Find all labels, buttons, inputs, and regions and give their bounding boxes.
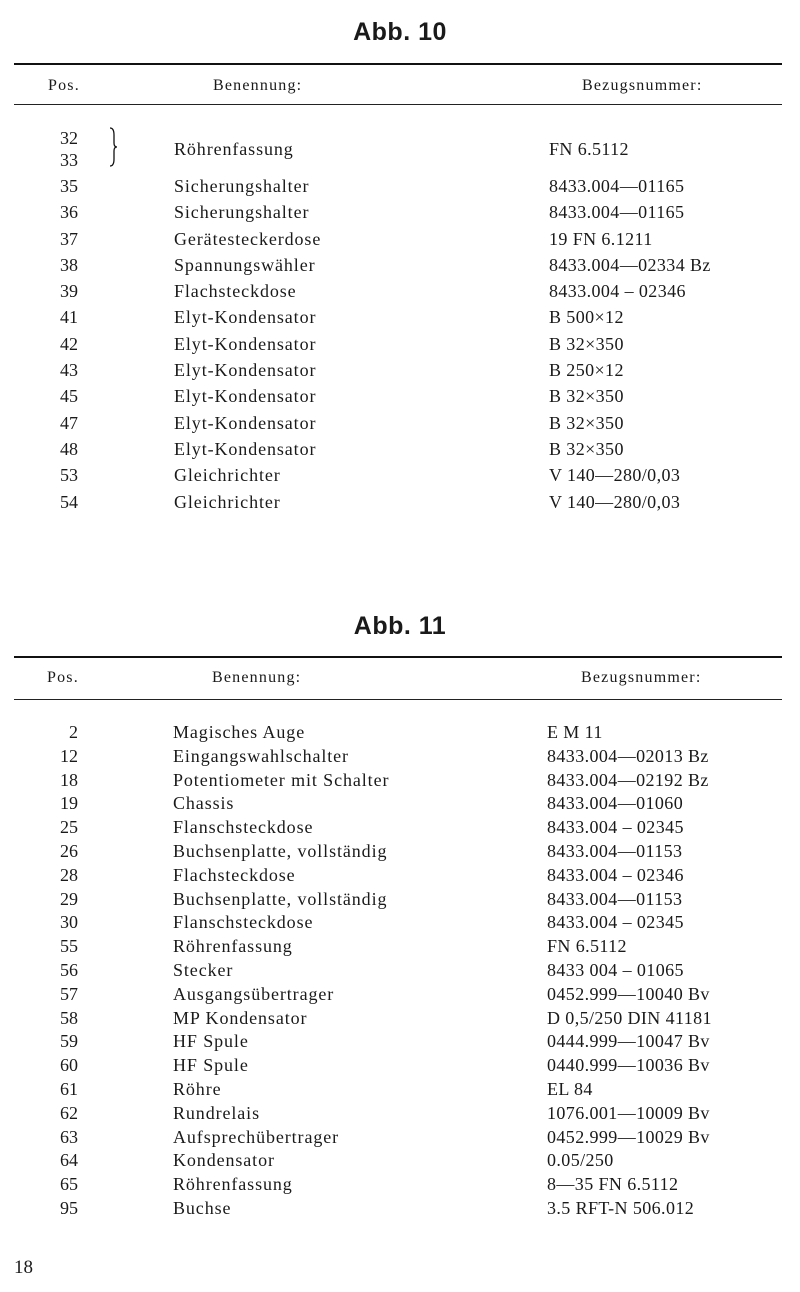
table-row	[0, 1079, 800, 1103]
row-ref: EL 84	[547, 1078, 593, 1099]
row-pos: 57	[60, 983, 78, 1004]
header-bottom-rule	[14, 104, 782, 105]
row-name: Flanschsteckdose	[173, 912, 314, 933]
table-row	[0, 1150, 800, 1174]
table-row	[0, 413, 800, 439]
row-name: Sicherungshalter	[174, 176, 310, 196]
row-name: Flachsteckdose	[173, 864, 296, 885]
column-header-pos: Pos.	[48, 77, 80, 94]
table-row	[0, 984, 800, 1008]
row-name: Gleichrichter	[174, 465, 281, 486]
table-row	[0, 1103, 800, 1127]
row-name: Kondensator	[173, 1150, 275, 1171]
row-ref: D 0,5/250 DIN 41181	[547, 1007, 712, 1028]
row-pos: 39	[60, 281, 78, 302]
row-pos: 95	[60, 1197, 78, 1218]
row-ref: 8—35 FN 6.5112	[547, 1174, 679, 1195]
row-name: HF Spule	[173, 1055, 249, 1076]
row-pos: 47	[60, 412, 78, 433]
row-ref: E M 11	[547, 722, 603, 742]
row-name: Elyt-Kondensator	[174, 360, 317, 381]
row-pos: 37	[60, 228, 78, 249]
row-name: HF Spule	[173, 1031, 249, 1052]
row-name: Gerätesteckerdose	[174, 228, 322, 249]
row-pos-32: 32	[60, 128, 78, 148]
row-name: Ausgangsübertrager	[173, 983, 335, 1004]
row-ref: 3.5 RFT-N 506.012	[547, 1197, 695, 1218]
table-row	[0, 770, 800, 794]
table-row	[0, 841, 800, 865]
row-name: Chassis	[173, 793, 235, 814]
row-pos: 28	[60, 864, 78, 885]
row-ref: B 32×350	[549, 386, 624, 407]
table-row	[0, 1031, 800, 1055]
table-top-rule	[14, 63, 782, 65]
table-row	[0, 1127, 800, 1151]
table-row	[0, 307, 800, 333]
row-pos: 55	[60, 936, 78, 957]
row-pos: 61	[60, 1078, 78, 1099]
row-pos: 25	[60, 817, 78, 838]
table-row	[0, 1055, 800, 1079]
row-pos: 60	[60, 1055, 78, 1076]
row-pos: 48	[60, 438, 78, 459]
row-pos: 58	[60, 1007, 78, 1028]
row-pos: 42	[60, 333, 78, 354]
section-title-abb-11: Abb. 11	[353, 612, 447, 640]
row-ref: 8433.004—02192 Bz	[547, 769, 709, 790]
row-ref: 8433.004—02013 Bz	[547, 745, 709, 766]
row-pos: 65	[60, 1174, 78, 1195]
row-ref: 8433.004—01153	[547, 888, 683, 909]
row-pos: 53	[60, 465, 78, 486]
row-name: Stecker	[173, 959, 234, 980]
row-pos: 36	[60, 202, 78, 223]
row-name: Elyt-Kondensator	[174, 307, 317, 328]
row-ref: 0440.999—10036 Bv	[547, 1055, 710, 1076]
table-row	[0, 936, 800, 960]
table-row	[0, 281, 800, 307]
row-pos: 19	[60, 793, 78, 814]
row-pos: 2	[69, 722, 78, 742]
table-row	[0, 889, 800, 913]
row-name: Spannungswähler	[174, 254, 316, 275]
table-row	[0, 817, 800, 841]
column-header-pos: Pos.	[47, 669, 79, 686]
row-ref: 8433.004—01165	[549, 202, 685, 223]
row-name: Röhrenfassung	[173, 936, 293, 957]
row-name: Röhre	[173, 1078, 222, 1099]
table-row	[0, 722, 800, 746]
row-ref: V 140—280/0,03	[549, 465, 681, 486]
row-ref: 8433 004 – 01065	[547, 959, 684, 980]
row-name: Magisches Auge	[173, 722, 306, 742]
table-row	[0, 865, 800, 889]
row-name: Elyt-Kondensator	[174, 386, 317, 407]
row-name: Buchse	[173, 1197, 232, 1218]
row-name: Buchsenplatte, vollständig	[173, 888, 388, 909]
row-ref: FN 6.5112	[547, 936, 627, 957]
row-name: Röhrenfassung	[173, 1174, 293, 1195]
row-name: Flanschsteckdose	[173, 817, 314, 838]
header-bottom-rule	[14, 699, 782, 700]
table-row	[0, 176, 800, 202]
row-pos: 30	[60, 912, 78, 933]
row-ref: 0452.999—10040 Bv	[547, 983, 710, 1004]
row-ref: 0444.999—10047 Bv	[547, 1031, 710, 1052]
table-row	[0, 1008, 800, 1032]
row-ref: 8433.004—01153	[547, 840, 683, 861]
row-name: Sicherungshalter	[174, 202, 310, 223]
table-row	[0, 465, 800, 491]
section-title-abb-10: Abb. 10	[353, 18, 447, 46]
row-name: MP Kondensator	[173, 1007, 308, 1028]
parts-table-abb-10	[0, 176, 800, 518]
table-row	[0, 793, 800, 817]
row-ref: 0452.999—10029 Bv	[547, 1126, 710, 1147]
table-row	[0, 1198, 800, 1222]
row-pos: 41	[60, 307, 78, 328]
column-header-name: Benennung:	[213, 77, 303, 94]
row-ref: 8433.004 – 02346	[549, 281, 686, 302]
row-pos: 45	[60, 386, 78, 407]
table-row	[0, 255, 800, 281]
row-ref: B 32×350	[549, 333, 624, 354]
row-name: Eingangswahlschalter	[173, 745, 349, 766]
row-ref: B 250×12	[549, 360, 624, 381]
page-number: 18	[14, 1257, 33, 1278]
parts-table-abb-11	[0, 722, 800, 1222]
row-name: Potentiometer mit Schalter	[173, 769, 390, 790]
row-pos-33: 33	[60, 150, 78, 170]
row-name: Elyt-Kondensator	[174, 333, 317, 354]
row-ref: 8433.004 – 02346	[547, 864, 684, 885]
row-pos: 62	[60, 1102, 78, 1123]
row-name: Buchsenplatte, vollständig	[173, 840, 388, 861]
row-name: Röhrenfassung	[174, 139, 294, 159]
row-pos: 26	[60, 840, 78, 861]
table-row	[0, 360, 800, 386]
row-ref: 8433.004—02334 Bz	[549, 254, 711, 275]
row-ref: B 32×350	[549, 412, 624, 433]
row-pos: 63	[60, 1126, 78, 1147]
row-pos: 59	[60, 1031, 78, 1052]
row-ref: 19 FN 6.1211	[549, 228, 653, 249]
row-name: Elyt-Kondensator	[174, 412, 317, 433]
row-pos: 18	[60, 769, 78, 790]
row-pos: 64	[60, 1150, 78, 1171]
row-ref: 8433.004—01165	[549, 176, 685, 196]
table-row	[0, 229, 800, 255]
table-row	[0, 492, 800, 518]
row-ref: 8433.004 – 02345	[547, 817, 684, 838]
row-pos: 29	[60, 888, 78, 909]
row-pos: 43	[60, 360, 78, 381]
row-ref: 8433.004—01060	[547, 793, 684, 814]
table-top-rule	[14, 656, 782, 658]
table-row	[0, 386, 800, 412]
row-name: Rundrelais	[173, 1102, 260, 1123]
table-row	[0, 439, 800, 465]
row-ref: 8433.004 – 02345	[547, 912, 684, 933]
row-ref: FN 6.5112	[549, 139, 629, 159]
row-pos: 12	[60, 745, 78, 766]
row-ref: 0.05/250	[547, 1150, 614, 1171]
column-header-ref: Bezugsnummer:	[582, 77, 703, 94]
row-ref: 1076.001—10009 Bv	[547, 1102, 710, 1123]
column-header-ref: Bezugsnummer:	[581, 669, 702, 686]
row-name: Elyt-Kondensator	[174, 438, 317, 459]
row-ref: B 32×350	[549, 438, 624, 459]
row-ref: V 140—280/0,03	[549, 491, 681, 512]
row-pos: 38	[60, 254, 78, 275]
row-name: Flachsteckdose	[174, 281, 297, 302]
row-name: Aufsprechübertrager	[173, 1126, 340, 1147]
table-row	[0, 960, 800, 984]
row-pos: 56	[60, 959, 78, 980]
row-pos: 35	[60, 176, 78, 196]
row-pos: 54	[60, 491, 78, 512]
row-ref: B 500×12	[549, 307, 624, 328]
table-row	[0, 202, 800, 228]
table-row	[0, 912, 800, 936]
table-row	[0, 334, 800, 360]
row-name: Gleichrichter	[174, 491, 281, 512]
table-row	[0, 1174, 800, 1198]
column-header-name: Benennung:	[212, 669, 302, 686]
table-row	[0, 746, 800, 770]
